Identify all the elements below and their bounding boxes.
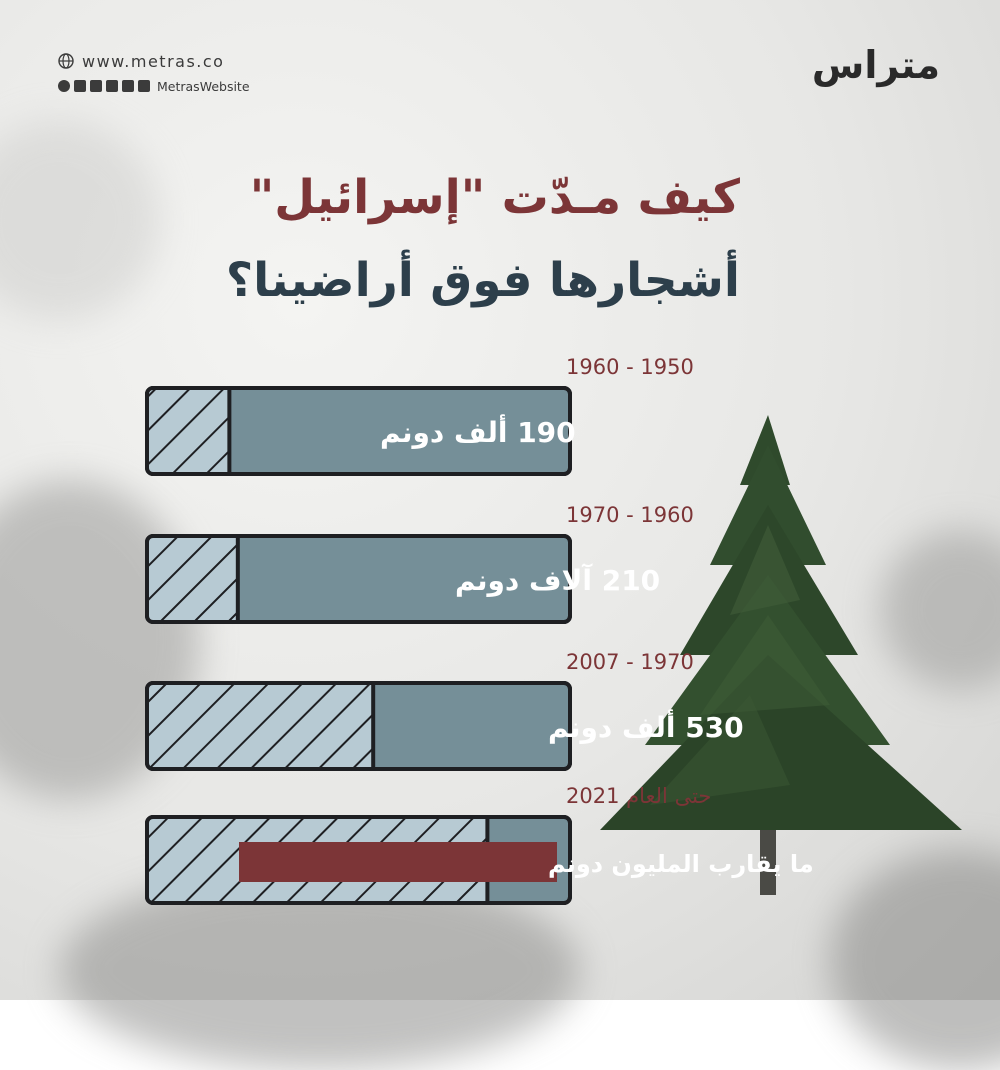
title-line-1: كيف مـدّت "إسرائيل" bbox=[249, 170, 740, 225]
bar-hatch-fill bbox=[149, 390, 229, 472]
period-label: 1960 - 1970 bbox=[566, 503, 694, 527]
bar-value-label: 530 ألف دونم bbox=[548, 711, 744, 744]
bar-hatch-fill bbox=[149, 685, 373, 767]
website-url[interactable]: www.metras.co bbox=[82, 51, 225, 71]
bar-value-label: 190 ألف دونم bbox=[380, 416, 576, 449]
logo-text: متراس bbox=[811, 43, 940, 87]
bar-hatch-fill bbox=[149, 538, 238, 620]
period-label: 1970 - 2007 bbox=[566, 650, 694, 674]
bar-value-label: 210 آلاف دونم bbox=[455, 564, 661, 597]
period-label: 1950 - 1960 bbox=[566, 355, 694, 379]
title-line-2: أشجارها فوق أراضينا؟ bbox=[225, 253, 740, 308]
period-label: حتى العام 2021 bbox=[566, 784, 712, 808]
value-label-box bbox=[239, 842, 557, 882]
bar-value-label: ما يقارب المليون دونم bbox=[548, 850, 814, 878]
social-handle[interactable]: MetrasWebsite bbox=[157, 78, 250, 94]
